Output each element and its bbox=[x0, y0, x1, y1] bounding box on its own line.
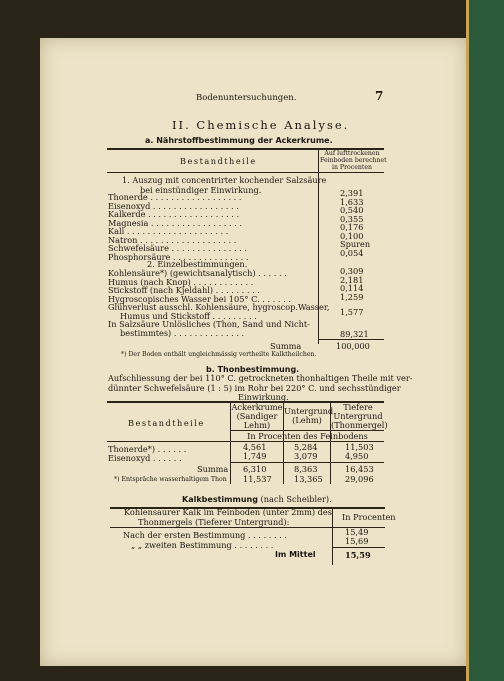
gluhverlust-value: 1,577 bbox=[340, 307, 364, 317]
table-row: Hygroscopisches Wasser bei 105° C. . . . . . . bbox=[108, 293, 291, 304]
table-b-summa-label: Summa bbox=[197, 464, 229, 474]
table-b-labels bbox=[108, 445, 186, 463]
table-row: Magnesia . . . . . . . . . . . . . . . . . . bbox=[108, 217, 243, 228]
table-a-header-rule bbox=[107, 172, 384, 173]
kalk-values: 15,49 15,69 bbox=[345, 527, 369, 546]
table-row: Humus (nach Knop) . . . . . . . . . . . . bbox=[108, 276, 254, 287]
section-title: II. Chemische Analyse. bbox=[172, 118, 350, 132]
table-a-col-right: Auf lufttrockenen Feinboden berechnet in Procenten bbox=[320, 150, 387, 171]
table-row: Thonerde*) . . . . . . bbox=[108, 444, 187, 454]
table-row: Nach der ersten Bestimmung . . . . . . . . bbox=[123, 530, 288, 540]
table-row: Natron . . . . . . . . . . . . . . . . . . . bbox=[108, 234, 237, 245]
table-row: Kalkerde . . . . . . . . . . . . . . . . . . bbox=[108, 209, 240, 219]
table-row: Kali . . . . . . . . . . . . . . . . . . . . bbox=[108, 226, 229, 236]
group2-values: 0,309 2,181 0,114 1,259 bbox=[340, 266, 364, 302]
kalk-header-rule bbox=[110, 527, 385, 528]
kalk-mean-value: 15,59 bbox=[345, 550, 371, 560]
table-b-col-3: Tiefere Untergrund (Thonmergel) bbox=[331, 402, 388, 430]
summa-label: Summa bbox=[270, 341, 302, 351]
table-b-col3-values: 11,503 4,950 bbox=[345, 442, 374, 461]
kalk-title: Kalkbestimmung (nach Scheibler). bbox=[182, 494, 332, 504]
footnote-a: *) Der Boden enthält ungleichmässig vertheilte Kalktheilchen. bbox=[121, 351, 317, 358]
table-b-col-1: Ackerkrume (Sandiger Lehm) bbox=[231, 402, 283, 430]
table-b-col1-values: 4,561 1,749 bbox=[243, 442, 267, 461]
section-b-title: b. Thonbestimmung. bbox=[206, 365, 300, 374]
unloesliches-value: 89,321 bbox=[340, 329, 369, 339]
group2-heading: 2. Einzelbestimmungen. bbox=[147, 259, 248, 269]
kalk-mean-label: Im Mittel bbox=[275, 550, 316, 559]
table-b-foot-1: 11,537 bbox=[243, 474, 272, 484]
summa-rule bbox=[318, 339, 384, 340]
group1-heading: 1. Auszug mit concentrirter kochender Salzsäure bei einstündiger Einwirkung. bbox=[122, 175, 327, 195]
table-b-summa-1: 6,310 bbox=[243, 464, 267, 474]
kalk-labels bbox=[123, 530, 287, 550]
gluhverlust-row: Glühverlust ausschl. Kohlensäure, hygroscop.Wasser, Humus und Stickstoff . . . . . . . . . bbox=[108, 302, 330, 321]
summa-value: 100,000 bbox=[336, 341, 370, 351]
group2-labels bbox=[108, 269, 291, 303]
group1-values: 2,391 1,633 0,540 0,355 0,176 0,100 Spuren 0,054 bbox=[340, 188, 371, 258]
running-title: Bodenuntersuchungen. bbox=[196, 93, 297, 103]
kalk-head-left: Kohlensaurer Kalk im Feinboden (unter 2mm) des Thonmergels (Tieferer Untergrund): bbox=[124, 507, 332, 527]
unloesliches-row: In Salzsäure Unlösliches (Thon, Sand und Nicht- bestimmtes) . . . . . . . . . . . . . . bbox=[108, 319, 310, 338]
kalk-mean-rule bbox=[332, 547, 385, 548]
section-a-title: a. Nährstoffbestimmung der Ackerkrume. bbox=[145, 136, 333, 145]
table-row: Schwefelsäure . . . . . . . . . . . . . . . bbox=[108, 243, 248, 253]
table-a-col-left: Bestandtheile bbox=[180, 156, 257, 166]
table-b-foot-3: 29,096 bbox=[345, 474, 374, 484]
table-b-subheader: In Procenten des Feinbodens bbox=[247, 431, 368, 441]
group1-labels bbox=[108, 193, 248, 261]
table-b-col-2: Untergrund (Lehm) bbox=[284, 406, 334, 425]
page-number: 7 bbox=[375, 89, 384, 103]
table-row: Phosphorsäure . . . . . . . . . . . . . . . bbox=[108, 251, 249, 262]
table-row: Stickstoff (nach Kjeldahl) . . . . . . . . . bbox=[108, 285, 260, 295]
section-b-text: Aufschliessung der bei 110° C. getrockneten thonhaltigen Theile mit ver- dünnter Schwefelsäure (1 : 5) im Rohr bei 220° C. und sechsstündiger Einwirkung. bbox=[108, 373, 413, 402]
table-row: Eisenoxyd . . . . . . . . . . . . . . . . . bbox=[108, 200, 239, 211]
kalk-col-divider bbox=[332, 508, 333, 565]
table-row: „ „ zweiten Bestimmung . . . . . . . . bbox=[131, 540, 274, 550]
table-b-col-left: Bestandtheile bbox=[128, 418, 205, 428]
table-b-sum-rule bbox=[230, 462, 384, 463]
table-b-foot-label: *) Entsprāche wasserhaltigem Thon bbox=[114, 476, 227, 483]
kalk-head-right: In Procenten bbox=[342, 512, 396, 522]
table-b-foot-2: 13,365 bbox=[294, 474, 323, 484]
table-row: Eisenoxyd . . . . . . bbox=[108, 453, 182, 463]
table-row: Kohlensäure*) (gewichtsanalytisch) . . . . . . bbox=[108, 268, 287, 278]
table-b-col2-values: 5,284 3,079 bbox=[294, 442, 318, 461]
table-b-summa-2: 8,363 bbox=[294, 464, 318, 474]
table-row: Thonerde . . . . . . . . . . . . . . . . . . bbox=[108, 192, 242, 202]
table-b-summa-3: 16,453 bbox=[345, 464, 374, 474]
book-spine bbox=[466, 0, 504, 681]
